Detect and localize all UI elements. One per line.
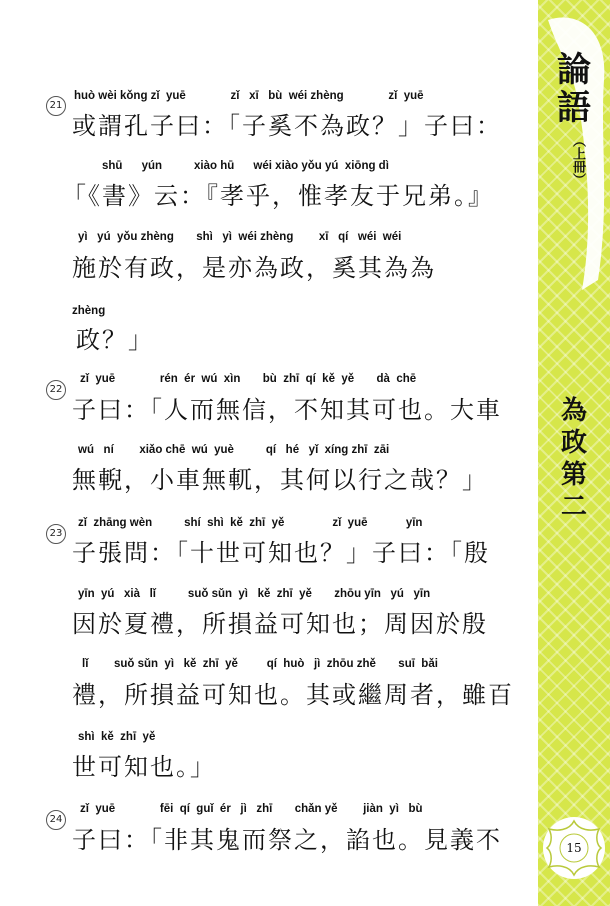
pinyin-line: shū yún xiào hū wéi xiào yǒu yú xiōng dì xyxy=(102,160,389,172)
pinyin-line: zǐ yuē fēi qí guǐ ér jì zhī chǎn yě jiàn yì bù xyxy=(80,803,423,815)
entry-number-badge: 24 xyxy=(46,810,66,830)
pinyin-line: zǐ zhāng wèn shí shì kě zhī yě zǐ yuē yīn xyxy=(78,517,423,529)
page-number-badge xyxy=(541,815,607,881)
chapter-title-char: 為 xyxy=(560,396,587,426)
hanzi-line: 「《書》云：『孝乎，惟孝友于兄弟。』 xyxy=(62,182,494,210)
pinyin-line: huò wèi kǒng zǐ yuē zǐ xī bù wéi zhèng zǐ yuē xyxy=(74,90,424,102)
pinyin-line: wú ní xiǎo chē wú yuè qí hé yǐ xíng zhī zāi xyxy=(78,444,390,456)
hanzi-line: 禮，所損益可知也。其或繼周者，雖百 xyxy=(72,681,514,709)
pinyin-line: yīn yú xià lǐ suǒ sǔn yì kě zhī yě zhōu yīn yú yīn xyxy=(78,588,431,600)
chapter-title-char: 二 xyxy=(560,492,587,522)
entry-number-badge: 22 xyxy=(46,380,66,400)
hanzi-line: 子曰：「非其鬼而祭之，諂也。見義不 xyxy=(72,826,502,854)
hanzi-line: 施於有政，是亦為政，奚其為為 xyxy=(72,254,436,282)
hanzi-line: 或謂孔子曰：「子奚不為政？」子曰： xyxy=(72,112,502,140)
entry-number-badge: 21 xyxy=(46,96,66,116)
pinyin-line: zǐ yuē rén ér wú xìn bù zhī qí kě yě dà chē xyxy=(80,373,417,385)
hanzi-line: 政？」 xyxy=(76,326,154,354)
chapter-sidebar xyxy=(538,0,610,906)
hanzi-line: 子張問：「十世可知也？」子曰：「殷 xyxy=(72,539,490,567)
chapter-title-char: 政 xyxy=(560,428,587,458)
chapter-title-char: 第 xyxy=(560,460,587,490)
page-number: 15 xyxy=(566,841,582,855)
pinyin-line: yì yú yǒu zhèng shì yì wéi zhèng xī qí wéi wéi xyxy=(78,231,402,243)
entry-number-badge: 23 xyxy=(46,524,66,544)
book-title-char: 語 xyxy=(557,88,591,128)
book-title-char: 論 xyxy=(557,50,591,90)
pinyin-line: zhèng xyxy=(72,305,106,317)
hanzi-line: 無輗，小車無軏，其何以行之哉？」 xyxy=(72,466,488,494)
hanzi-line: 因於夏禮，所損益可知也；周因於殷 xyxy=(72,610,488,638)
pinyin-line: lǐ suǒ sǔn yì kě zhī yě qí huò jì zhōu zhě suī bǎi xyxy=(82,658,438,670)
hanzi-line: 子曰：「人而無信，不知其可也。大車 xyxy=(72,396,502,424)
pinyin-line: shì kě zhī yě xyxy=(78,731,156,743)
hanzi-line: 世可知也。」 xyxy=(72,753,216,781)
book-volume-label: （上冊） xyxy=(570,134,585,186)
